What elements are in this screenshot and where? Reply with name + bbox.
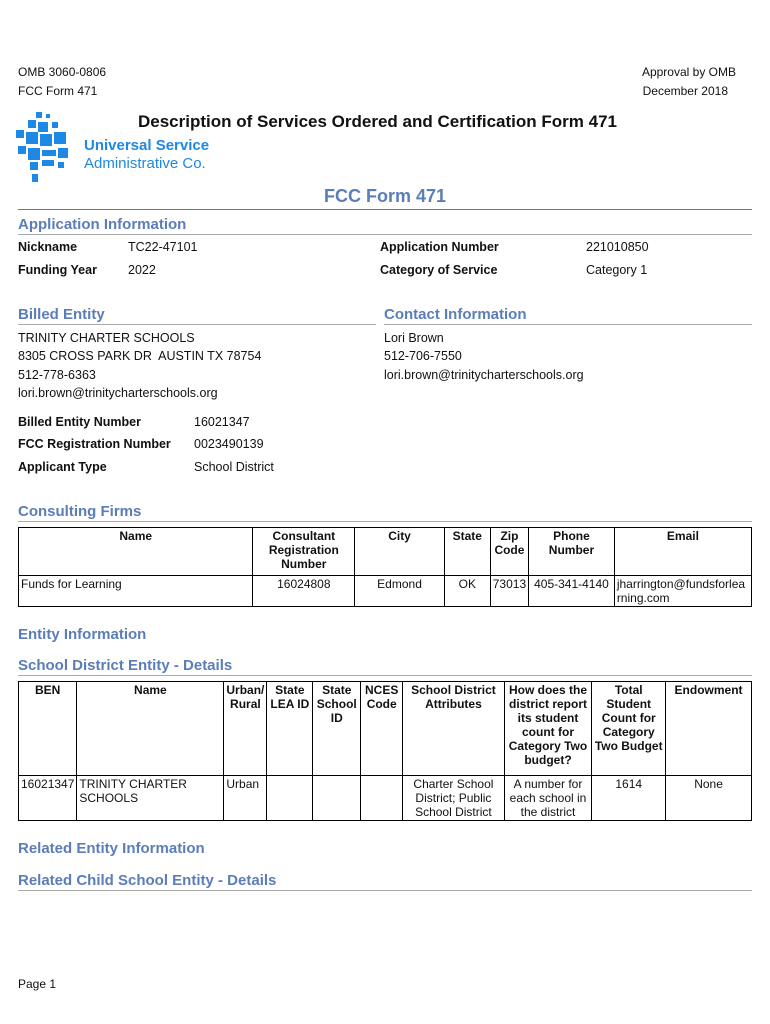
school-district-subsection-title: School District Entity - Details <box>18 657 233 674</box>
table-row <box>19 776 752 821</box>
approval-date: December 2018 <box>642 84 728 98</box>
application-number-label: Application Number <box>380 240 499 254</box>
fcc-registration-label: FCC Registration Number <box>18 437 171 451</box>
contact-name: Lori Brown <box>384 331 444 345</box>
consultant-state: OK <box>444 576 490 607</box>
omb-number: OMB 3060-0806 <box>18 65 107 79</box>
entity-divider <box>18 675 752 676</box>
billed-entity-phone: 512-778-6363 <box>18 368 96 382</box>
col-header-city: City <box>355 528 445 576</box>
entity-endowment: None <box>666 776 752 821</box>
application-number-value: 221010850 <box>586 240 649 254</box>
billed-divider <box>18 324 376 325</box>
funding-year-label: Funding Year <box>18 263 97 277</box>
consultant-name: Funds for Learning <box>19 576 253 607</box>
billed-entity-email: lori.brown@trinitycharterschools.org <box>18 386 218 400</box>
funding-year-value: 2022 <box>128 263 156 277</box>
approval-text: Approval by OMB <box>641 65 736 79</box>
entity-state-lea-id <box>267 776 313 821</box>
nickname-label: Nickname <box>18 240 78 254</box>
col-header-state-lea-id: State LEA ID <box>267 682 313 776</box>
applicant-type-value: School District <box>194 460 274 474</box>
col-header-total-student-count: Total Student Count for Category Two Budget <box>592 682 666 776</box>
consulting-section-title: Consulting Firms <box>18 503 142 520</box>
col-header-nces-code: NCES Code <box>361 682 403 776</box>
related-child-subsection-title: Related Child School Entity - Details <box>18 872 277 889</box>
related-divider <box>18 890 752 891</box>
col-header-state: State <box>444 528 490 576</box>
contact-email: lori.brown@trinitycharterschools.org <box>384 368 584 382</box>
col-header-entity-name: Name <box>77 682 224 776</box>
form-heading: FCC Form 471 <box>323 186 447 206</box>
applicant-type-label: Applicant Type <box>18 460 107 474</box>
ben-value: 16021347 <box>194 415 250 429</box>
ben-label: Billed Entity Number <box>18 415 141 429</box>
table-row <box>19 576 752 607</box>
logo-line2: Administrative Co. <box>84 155 206 172</box>
contact-divider <box>384 324 752 325</box>
category-label: Category of Service <box>380 263 498 277</box>
entity-total-student-count: 1614 <box>592 776 666 821</box>
entity-urban-rural: Urban <box>224 776 267 821</box>
nickname-value: TC22-47101 <box>128 240 198 254</box>
billed-entity-address: 8305 CROSS PARK DR AUSTIN TX 78754 <box>18 349 262 363</box>
consultant-email: jharrington@fundsforlearning.com <box>614 576 751 607</box>
entity-section-title: Entity Information <box>18 626 147 643</box>
col-header-consultant-reg: Consultant Registration Number <box>253 528 355 576</box>
entity-name: TRINITY CHARTER SCHOOLS <box>77 776 224 821</box>
col-header-zip: Zip Code <box>490 528 528 576</box>
fcc-registration-value: 0023490139 <box>194 437 264 451</box>
consultant-phone: 405-341-4140 <box>529 576 615 607</box>
consultant-city: Edmond <box>355 576 445 607</box>
contact-section-title: Contact Information <box>384 306 527 323</box>
consulting-firms-table <box>18 527 752 607</box>
consulting-divider <box>18 521 752 522</box>
consultant-zip: 73013 <box>490 576 528 607</box>
application-section-title: Application Information <box>18 216 187 233</box>
form-number: FCC Form 471 <box>18 84 98 98</box>
col-header-phone: Phone Number <box>529 528 615 576</box>
contact-phone: 512-706-7550 <box>384 349 462 363</box>
heading-divider <box>18 209 752 210</box>
entity-state-school-id <box>313 776 361 821</box>
page-number: Page 1 <box>18 977 57 991</box>
entity-student-count-method: A number for each school in the district <box>504 776 592 821</box>
col-header-endowment: Endowment <box>666 682 752 776</box>
usac-logo-icon <box>14 112 74 184</box>
logo-line1: Universal Service <box>84 137 210 154</box>
col-header-ben: BEN <box>19 682 77 776</box>
school-district-table <box>18 681 752 821</box>
col-header-district-attributes: School District Attributes <box>403 682 505 776</box>
category-value: Category 1 <box>586 263 648 277</box>
entity-nces-code <box>361 776 403 821</box>
related-entity-section-title: Related Entity Information <box>18 840 205 857</box>
col-header-email: Email <box>614 528 751 576</box>
application-divider <box>18 234 752 235</box>
page-title: Description of Services Ordered and Certification Form 471 <box>138 112 617 131</box>
col-header-state-school-id: State School ID <box>313 682 361 776</box>
col-header-student-count-method: How does the district report its student count for Category Two budget? <box>504 682 592 776</box>
col-header-name: Name <box>19 528 253 576</box>
billed-entity-name: TRINITY CHARTER SCHOOLS <box>18 331 195 345</box>
entity-district-attributes: Charter School District; Public School District <box>403 776 505 821</box>
col-header-urban-rural: Urban/ Rural <box>224 682 267 776</box>
billed-entity-section-title: Billed Entity <box>18 306 105 323</box>
entity-ben: 16021347 <box>19 776 77 821</box>
consultant-reg-number: 16024808 <box>253 576 355 607</box>
